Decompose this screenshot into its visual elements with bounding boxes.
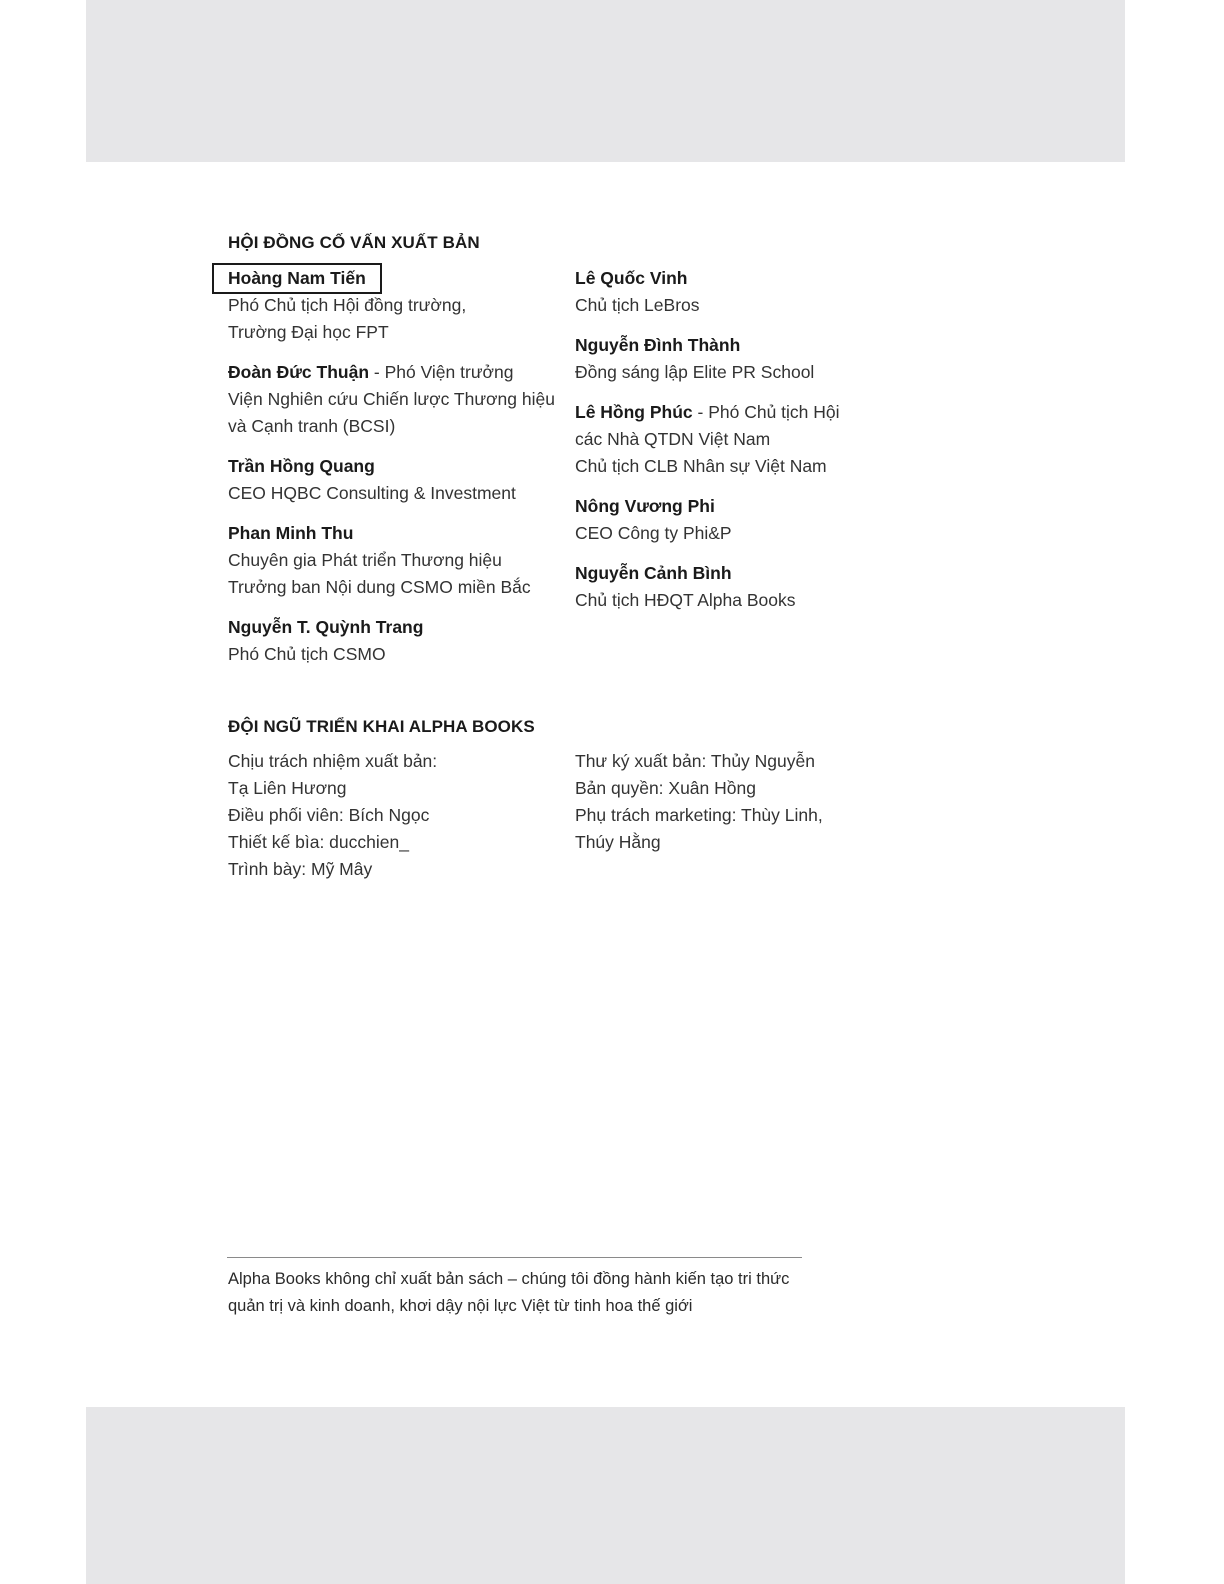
team-credit: Phụ trách marketing: Thùy Linh, bbox=[575, 805, 823, 825]
team-heading: ĐỘI NGŨ TRIỂN KHAI ALPHA BOOKS bbox=[228, 717, 535, 736]
advisor-name: Nông Vương Phi bbox=[575, 496, 715, 516]
team-credit: Điều phối viên: Bích Ngọc bbox=[228, 805, 430, 825]
team-credit: Trình bày: Mỹ Mây bbox=[228, 859, 373, 879]
team-left-column bbox=[228, 748, 568, 883]
advisor-role: Viện Nghiên cứu Chiến lược Thương hiệu bbox=[228, 389, 555, 409]
advisor-entry bbox=[575, 493, 915, 547]
advisor-entry bbox=[228, 520, 568, 601]
advisor-role: Đồng sáng lập Elite PR School bbox=[575, 362, 815, 382]
advisor-entry bbox=[228, 265, 568, 346]
advisor-name: Đoàn Đức Thuận bbox=[228, 362, 370, 382]
advisor-role: Phó Chủ tịch CSMO bbox=[228, 644, 386, 664]
advisor-name: Nguyễn Đình Thành bbox=[575, 335, 741, 355]
team-credit: Bản quyền: Xuân Hồng bbox=[575, 778, 756, 798]
advisor-role: các Nhà QTDN Việt Nam bbox=[575, 429, 771, 449]
team-credit: Chịu trách nhiệm xuất bản: bbox=[228, 751, 438, 771]
advisor-name: Nguyễn Cảnh Bình bbox=[575, 563, 732, 583]
footer-tagline-line-1: Alpha Books không chỉ xuất bản sách – chúng tôi đồng hành kiến tạo tri thức bbox=[228, 1270, 790, 1288]
advisor-role: CEO HQBC Consulting & Investment bbox=[228, 483, 516, 503]
advisor-role: Phó Chủ tịch Hội đồng trường, bbox=[228, 295, 467, 315]
advisor-name: Phan Minh Thu bbox=[228, 523, 354, 543]
team-right-column bbox=[575, 748, 915, 856]
footer-divider bbox=[227, 1257, 802, 1258]
advisory-left-column bbox=[228, 265, 568, 681]
team-credit: Thư ký xuất bản: Thủy Nguyễn bbox=[575, 751, 815, 771]
advisor-entry bbox=[575, 332, 915, 386]
advisor-role-inline: - Phó Viện trưởng bbox=[369, 362, 514, 382]
advisor-role-inline: - Phó Chủ tịch Hội bbox=[692, 402, 840, 422]
advisor-role: Trường Đại học FPT bbox=[228, 322, 389, 342]
advisor-role: Chủ tịch CLB Nhân sự Việt Nam bbox=[575, 456, 827, 476]
advisor-role: Chủ tịch HĐQT Alpha Books bbox=[575, 590, 796, 610]
advisor-name: Lê Hồng Phúc bbox=[575, 402, 693, 422]
footer-tagline-line-2: quản trị và kinh doanh, khơi dậy nội lực Việt từ tinh hoa thế giới bbox=[228, 1297, 693, 1315]
advisory-right-column bbox=[575, 265, 915, 627]
advisor-entry bbox=[228, 453, 568, 507]
advisor-entry bbox=[228, 359, 568, 440]
top-gray-band bbox=[86, 0, 1125, 162]
advisor-role: Chủ tịch LeBros bbox=[575, 295, 700, 315]
advisor-name-highlighted[interactable]: Hoàng Nam Tiến bbox=[214, 265, 380, 292]
advisor-role: Chuyên gia Phát triển Thương hiệu bbox=[228, 550, 502, 570]
advisor-role: Trưởng ban Nội dung CSMO miền Bắc bbox=[228, 577, 531, 597]
team-credit: Thúy Hằng bbox=[575, 832, 661, 852]
advisor-name: Lê Quốc Vinh bbox=[575, 268, 688, 288]
team-credit: Thiết kế bìa: ducchien_ bbox=[228, 832, 409, 852]
bottom-gray-band bbox=[86, 1407, 1125, 1584]
advisor-entry bbox=[575, 560, 915, 614]
advisor-name: Nguyễn T. Quỳnh Trang bbox=[228, 617, 424, 637]
advisory-heading: HỘI ĐỒNG CỐ VẤN XUẤT BẢN bbox=[228, 233, 480, 252]
advisor-role: và Cạnh tranh (BCSI) bbox=[228, 416, 396, 436]
advisor-entry bbox=[228, 614, 568, 668]
advisor-entry bbox=[575, 399, 915, 480]
advisor-name: Trần Hồng Quang bbox=[228, 456, 375, 476]
team-credit: Tạ Liên Hương bbox=[228, 778, 347, 798]
footer-tagline bbox=[228, 1266, 828, 1320]
advisor-entry bbox=[575, 265, 915, 319]
advisor-role: CEO Công ty Phi&P bbox=[575, 523, 732, 543]
